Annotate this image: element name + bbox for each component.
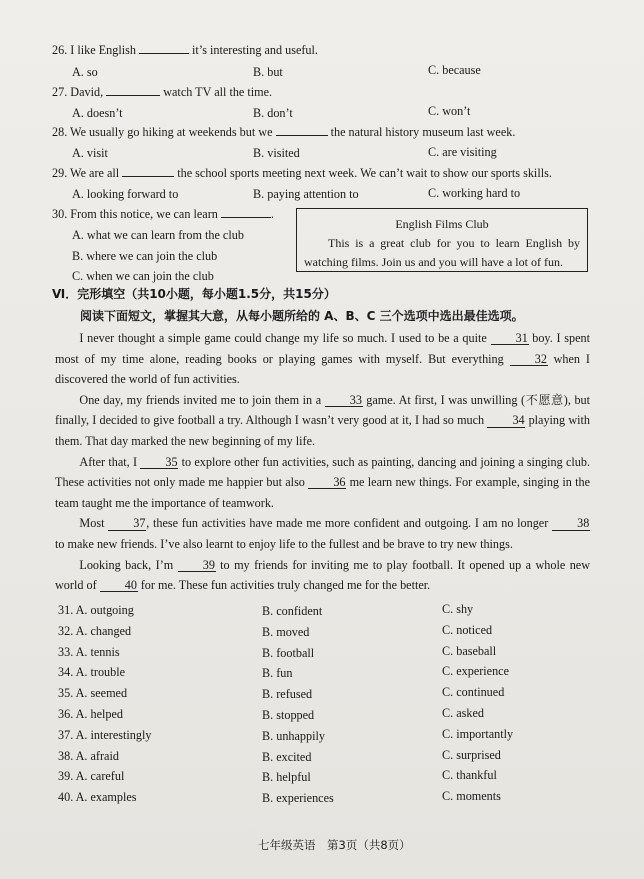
option-b: B. visited: [253, 146, 300, 160]
option-a: 32. A. changed: [58, 623, 132, 638]
option-c: C. surprised: [442, 747, 501, 762]
question-27: 27. David, watch TV all the time.: [52, 85, 273, 99]
option-a: A. what we can learn from the club: [72, 228, 244, 242]
option-a: 37. A. interestingly: [58, 727, 152, 742]
option-a: 39. A. careful: [58, 769, 125, 784]
option-c: C. when we can join the club: [72, 269, 214, 283]
option-a: 36. A. helped: [58, 707, 123, 721]
option-b: B. moved: [262, 624, 310, 639]
blank-31: 31: [491, 332, 529, 345]
option-c: C. asked: [442, 706, 484, 720]
option-b: B. but: [253, 65, 283, 79]
question-30: 30. From this notice, we can learn .: [52, 207, 274, 221]
option-a: A. visit: [72, 146, 108, 160]
option-a: 34. A. trouble: [58, 665, 126, 680]
notice-box: [296, 208, 588, 272]
option-a: 35. A. seemed: [58, 686, 128, 701]
blank-35: 35: [140, 456, 178, 469]
blank-38: 38: [552, 517, 590, 530]
option-c: C. continued: [442, 685, 505, 700]
option-c: C. thankful: [442, 768, 497, 783]
option-c: C. because: [428, 63, 481, 77]
option-b: B. refused: [262, 687, 313, 702]
option-c: C. baseball: [442, 643, 497, 658]
option-c: C. won’t: [428, 104, 471, 118]
option-b: B. where we can join the club: [72, 249, 218, 263]
option-a: 31. A. outgoing: [58, 603, 134, 617]
option-b: B. helpful: [262, 770, 311, 785]
page-footer: 七年级英语 第3页（共8页）: [258, 838, 411, 852]
notice-body: This is a great club for you to learn English by watching films. Join us and you will have a lot of fun.: [304, 236, 580, 269]
option-b: B. fun: [262, 666, 293, 681]
question-26: 26. I like English it’s interesting and useful.: [52, 43, 318, 57]
option-b: B. paying attention to: [253, 187, 359, 201]
option-b: B. unhappily: [262, 728, 325, 743]
option-a: 40. A. examples: [58, 790, 137, 805]
option-c: C. shy: [442, 602, 474, 616]
answer-blank: [276, 135, 328, 136]
option-c: C. importantly: [442, 726, 514, 741]
paragraph: After that, I 35 to explore other fun activities, such as painting, dancing and joining a singing club. These activities not only made me happier but also 36 me learn new things. For example, singing in the team taught me the importance of teamwork.: [55, 454, 591, 510]
paragraph: I never thought a simple game could change my life so much. I used to be a quite 31 boy. I spent most of my time alone, reading books or playing games with myself. But everything 32 when I discovered the world of fun activities.: [55, 331, 590, 387]
paragraph: Looking back, I’m 39 to my friends for inviting me to play football. It opened up a whole new world of 40 for me. These fun activities truly changed me for the better.: [55, 557, 591, 593]
option-a: A. doesn’t: [72, 106, 123, 120]
blank-39: 39: [178, 559, 216, 572]
option-b: B. confident: [262, 604, 323, 618]
question-28: 28. We usually go hiking at weekends but we the natural history museum last week.: [52, 125, 516, 139]
blank-37: 37: [108, 517, 146, 530]
answer-blank: [122, 176, 174, 177]
section-instruction: 阅读下面短文，掌握其大意，从每小题所给的 A、B、C 三个选项中选出最佳选项。: [80, 309, 524, 323]
blank-33: 33: [325, 394, 363, 407]
question-29: 29. We are all the school sports meeting next week. We can’t wait to show our sports skills.: [52, 166, 552, 180]
option-c: C. noticed: [442, 622, 493, 637]
option-a: A. so: [72, 65, 98, 79]
option-a: A. looking forward to: [72, 187, 179, 201]
option-c: C. are visiting: [428, 145, 497, 159]
option-c: C. experience: [442, 664, 509, 679]
section-heading: Ⅵ．完形填空（共10小题，每小题1.5分，共15分）: [52, 287, 336, 301]
option-b: B. football: [262, 645, 315, 660]
paragraph: Most 37, these fun activities have made me more confident and outgoing. I am no longer 38 to make new friends. I’ve also learnt to enjoy life to the fullest and be brave to try new things.: [55, 516, 590, 551]
blank-34: 34: [487, 414, 525, 427]
answer-blank: [106, 95, 160, 96]
option-b: B. excited: [262, 749, 312, 764]
blank-32: 32: [510, 353, 548, 366]
blank-36: 36: [308, 476, 346, 489]
notice-title: English Films Club: [395, 217, 489, 231]
option-a: 38. A. afraid: [58, 748, 119, 763]
cloze-passage: [55, 328, 590, 596]
option-b: B. stopped: [262, 708, 315, 722]
option-c: C. moments: [442, 789, 501, 804]
option-b: B. don’t: [253, 106, 293, 120]
option-a: 33. A. tennis: [58, 644, 120, 659]
answer-blank: [139, 53, 189, 54]
option-c: C. working hard to: [428, 186, 521, 200]
answer-blank: [221, 217, 271, 218]
blank-40: 40: [100, 579, 138, 592]
option-b: B. experiences: [262, 791, 334, 806]
paragraph: One day, my friends invited me to join them in a 33 game. At first, I was unwilling (不愿意), but finally, I decided to give football a try. Although I wasn’t very good at it, I had so much 34 playing with them. That day marked the new beginning of my life.: [55, 392, 591, 448]
